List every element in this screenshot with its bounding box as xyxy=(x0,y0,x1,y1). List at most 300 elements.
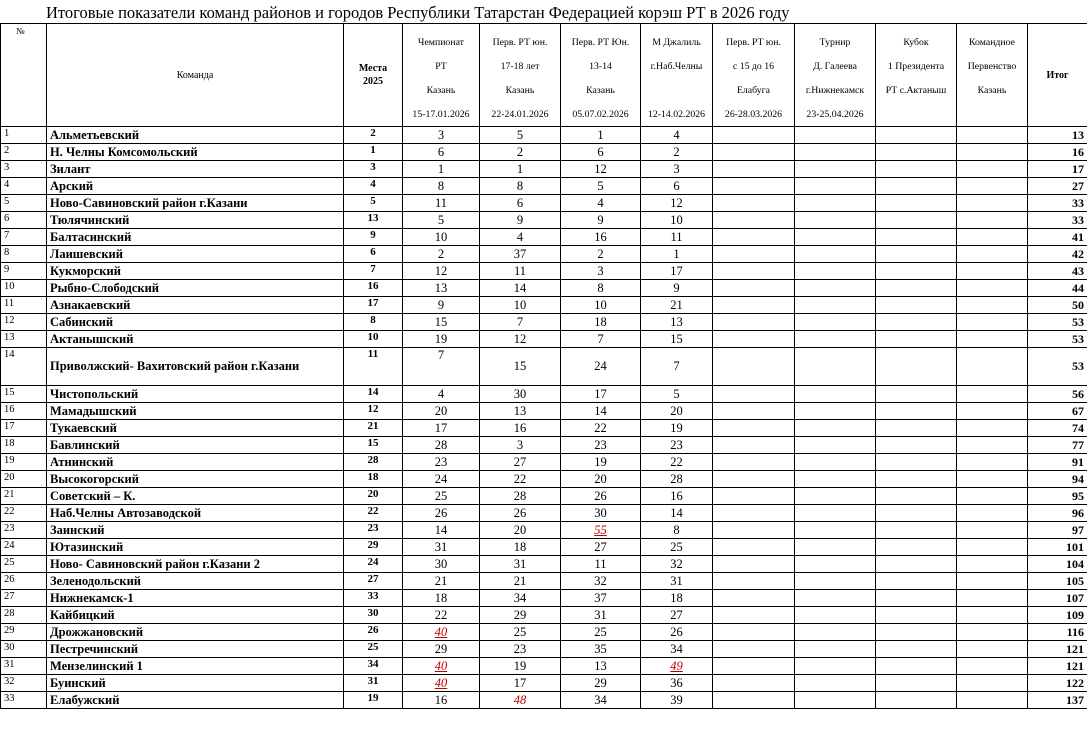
event-score xyxy=(713,195,795,212)
team-name: Балтасинский xyxy=(47,229,344,246)
event-score xyxy=(795,471,876,488)
event-score xyxy=(876,675,957,692)
event-score xyxy=(795,505,876,522)
table-row xyxy=(1,127,1087,144)
place-2025: 16 xyxy=(344,280,403,297)
event-1-line-4: 15-17.01.2026 xyxy=(412,109,470,120)
total-score: 43 xyxy=(1028,263,1087,280)
event-3-line-4: 05.07.02.2026 xyxy=(572,109,629,120)
place-2025: 26 xyxy=(344,624,403,641)
row-number: 8 xyxy=(1,246,47,263)
row-number: 24 xyxy=(1,539,47,556)
table-row xyxy=(1,624,1087,641)
event-score: 6 xyxy=(480,195,561,212)
event-5-line-4: 26-28.03.2026 xyxy=(724,109,783,120)
header-places-line1: Места xyxy=(358,63,388,74)
total-score: 91 xyxy=(1028,454,1087,471)
event-score: 17 xyxy=(561,386,641,403)
event-score: 8 xyxy=(641,522,713,539)
place-2025: 6 xyxy=(344,246,403,263)
event-6-line-3: г.Нижнекамск xyxy=(805,85,865,96)
table-row xyxy=(1,229,1087,246)
event-score: 23 xyxy=(480,641,561,658)
event-score: 26 xyxy=(561,488,641,505)
event-score xyxy=(876,471,957,488)
event-score xyxy=(957,127,1028,144)
team-name: Сабинский xyxy=(47,314,344,331)
event-5-line-1: Перв. РТ юн. xyxy=(726,37,781,48)
table-row xyxy=(1,212,1087,229)
event-score: 3 xyxy=(403,127,480,144)
place-2025: 17 xyxy=(344,297,403,314)
event-score: 8 xyxy=(480,178,561,195)
event-score: 10 xyxy=(641,212,713,229)
event-score xyxy=(957,263,1028,280)
event-score: 25 xyxy=(403,488,480,505)
event-score xyxy=(795,280,876,297)
event-score xyxy=(713,590,795,607)
row-number: 28 xyxy=(1,607,47,624)
event-score: 12 xyxy=(403,263,480,280)
place-2025: 3 xyxy=(344,161,403,178)
place-2025: 27 xyxy=(344,573,403,590)
event-7-line-1: Кубок xyxy=(903,37,929,48)
team-name: Наб.Челны Автозаводской xyxy=(47,505,344,522)
header-number: № xyxy=(1,24,47,127)
row-number: 13 xyxy=(1,331,47,348)
team-name: Елабужский xyxy=(47,692,344,709)
event-score: 17 xyxy=(480,675,561,692)
place-2025: 10 xyxy=(344,331,403,348)
total-score: 33 xyxy=(1028,212,1087,229)
event-score: 12 xyxy=(480,331,561,348)
event-score xyxy=(957,161,1028,178)
event-score xyxy=(795,488,876,505)
event-score: 9 xyxy=(480,212,561,229)
event-score xyxy=(957,178,1028,195)
table-row xyxy=(1,246,1087,263)
table-row xyxy=(1,195,1087,212)
team-name: Тюлячинский xyxy=(47,212,344,229)
event-8-line-1: Командное xyxy=(968,37,1016,48)
event-score: 15 xyxy=(641,331,713,348)
event-score xyxy=(713,437,795,454)
place-2025: 5 xyxy=(344,195,403,212)
event-2-line-3: Казань xyxy=(505,85,535,96)
place-2025: 34 xyxy=(344,658,403,675)
event-score xyxy=(795,556,876,573)
event-score xyxy=(713,280,795,297)
event-score: 9 xyxy=(403,297,480,314)
event-score xyxy=(876,573,957,590)
event-score xyxy=(713,403,795,420)
row-number: 19 xyxy=(1,454,47,471)
row-number: 1 xyxy=(1,127,47,144)
event-score: 15 xyxy=(403,314,480,331)
event-score xyxy=(713,229,795,246)
row-number: 14 xyxy=(1,348,47,386)
row-number: 6 xyxy=(1,212,47,229)
table-row xyxy=(1,522,1087,539)
event-score xyxy=(876,314,957,331)
event-score: 5 xyxy=(403,212,480,229)
event-1-line-1: Чемпионат xyxy=(418,37,464,48)
event-score xyxy=(957,590,1028,607)
total-score: 137 xyxy=(1028,692,1087,709)
event-score xyxy=(795,263,876,280)
event-score: 4 xyxy=(403,386,480,403)
row-number: 2 xyxy=(1,144,47,161)
header-event-6 xyxy=(795,24,876,127)
event-3-line-2: 13-14 xyxy=(589,61,612,72)
event-score xyxy=(795,127,876,144)
header-team: Команда xyxy=(47,24,344,127)
event-score: 1 xyxy=(641,246,713,263)
event-score: 19 xyxy=(403,331,480,348)
event-score: 9 xyxy=(561,212,641,229)
event-6-line-1: Турнир xyxy=(819,37,851,48)
event-6-line-4: 23-25.04.2026 xyxy=(806,109,864,120)
event-score xyxy=(876,658,957,675)
event-score: 3 xyxy=(480,437,561,454)
row-number: 5 xyxy=(1,195,47,212)
table-row xyxy=(1,331,1087,348)
team-name: Зеленодольский xyxy=(47,573,344,590)
team-name: Приволжский- Вахитовский район г.Казани xyxy=(47,348,344,386)
table-row xyxy=(1,675,1087,692)
event-score: 22 xyxy=(641,454,713,471)
event-score: 23 xyxy=(561,437,641,454)
event-score: 31 xyxy=(561,607,641,624)
event-score: 15 xyxy=(480,348,561,386)
header-event-4 xyxy=(641,24,713,127)
event-score: 39 xyxy=(641,692,713,709)
event-score: 40 xyxy=(403,658,480,675)
event-score: 13 xyxy=(641,314,713,331)
event-score: 31 xyxy=(480,556,561,573)
event-score xyxy=(713,675,795,692)
table-row xyxy=(1,539,1087,556)
team-name: Бавлинский xyxy=(47,437,344,454)
event-score xyxy=(876,348,957,386)
event-score: 14 xyxy=(641,505,713,522)
event-score xyxy=(957,420,1028,437)
event-score xyxy=(876,403,957,420)
row-number: 30 xyxy=(1,641,47,658)
total-score: 101 xyxy=(1028,539,1087,556)
event-score: 18 xyxy=(403,590,480,607)
event-score xyxy=(713,641,795,658)
event-score xyxy=(713,539,795,556)
event-score: 18 xyxy=(480,539,561,556)
team-name: Дрожжановский xyxy=(47,624,344,641)
total-score: 17 xyxy=(1028,161,1087,178)
event-score: 10 xyxy=(561,297,641,314)
event-score: 27 xyxy=(480,454,561,471)
team-name: Высокогорский xyxy=(47,471,344,488)
total-score: 42 xyxy=(1028,246,1087,263)
event-score xyxy=(713,212,795,229)
place-2025: 2 xyxy=(344,127,403,144)
total-score: 16 xyxy=(1028,144,1087,161)
event-score: 4 xyxy=(480,229,561,246)
event-score xyxy=(713,297,795,314)
place-2025: 13 xyxy=(344,212,403,229)
table-row xyxy=(1,280,1087,297)
total-score: 53 xyxy=(1028,348,1087,386)
event-score: 22 xyxy=(561,420,641,437)
table-row xyxy=(1,658,1087,675)
event-score: 32 xyxy=(641,556,713,573)
event-score: 7 xyxy=(403,348,480,386)
table-row xyxy=(1,403,1087,420)
event-score: 29 xyxy=(403,641,480,658)
event-score: 3 xyxy=(641,161,713,178)
event-score: 22 xyxy=(403,607,480,624)
event-score xyxy=(713,573,795,590)
event-score: 5 xyxy=(561,178,641,195)
table-row xyxy=(1,471,1087,488)
event-score xyxy=(795,161,876,178)
event-1-line-3: Казань xyxy=(426,85,456,96)
event-score xyxy=(876,539,957,556)
row-number: 12 xyxy=(1,314,47,331)
event-score xyxy=(795,212,876,229)
place-2025: 7 xyxy=(344,263,403,280)
team-name: Ново-Савиновский район г.Казани xyxy=(47,195,344,212)
event-score xyxy=(713,263,795,280)
row-number: 33 xyxy=(1,692,47,709)
place-2025: 23 xyxy=(344,522,403,539)
event-score: 34 xyxy=(561,692,641,709)
event-score xyxy=(713,607,795,624)
event-score: 21 xyxy=(403,573,480,590)
header-total: Итог xyxy=(1028,24,1087,127)
table-row xyxy=(1,454,1087,471)
event-7-line-4 xyxy=(876,102,956,126)
event-score xyxy=(876,212,957,229)
place-2025: 28 xyxy=(344,454,403,471)
event-score: 26 xyxy=(480,505,561,522)
event-score: 28 xyxy=(480,488,561,505)
event-score xyxy=(713,386,795,403)
event-score xyxy=(957,348,1028,386)
event-score: 25 xyxy=(480,624,561,641)
event-score xyxy=(876,246,957,263)
row-number: 18 xyxy=(1,437,47,454)
event-score: 37 xyxy=(480,246,561,263)
event-score: 12 xyxy=(561,161,641,178)
event-score xyxy=(876,420,957,437)
event-score: 3 xyxy=(561,263,641,280)
team-name: Мензелинский 1 xyxy=(47,658,344,675)
event-score: 19 xyxy=(641,420,713,437)
event-score: 11 xyxy=(403,195,480,212)
event-score: 5 xyxy=(480,127,561,144)
total-score: 105 xyxy=(1028,573,1087,590)
event-score: 8 xyxy=(403,178,480,195)
event-score xyxy=(795,195,876,212)
event-score: 28 xyxy=(641,471,713,488)
row-number: 3 xyxy=(1,161,47,178)
event-score: 6 xyxy=(641,178,713,195)
event-score: 2 xyxy=(641,144,713,161)
event-score xyxy=(713,454,795,471)
event-score xyxy=(957,522,1028,539)
event-score: 25 xyxy=(561,624,641,641)
event-3-line-1: Перв. РТ Юн. xyxy=(571,37,630,48)
total-score: 27 xyxy=(1028,178,1087,195)
team-name: Нижнекамск-1 xyxy=(47,590,344,607)
team-name: Ново- Савиновский район г.Казани 2 xyxy=(47,556,344,573)
event-score xyxy=(876,607,957,624)
team-name: Актанышский xyxy=(47,331,344,348)
event-score xyxy=(957,144,1028,161)
team-name: Арский xyxy=(47,178,344,195)
event-score xyxy=(713,522,795,539)
place-2025: 33 xyxy=(344,590,403,607)
event-score: 35 xyxy=(561,641,641,658)
event-5-line-2: с 15 до 16 xyxy=(732,61,775,72)
team-name: Кайбицкий xyxy=(47,607,344,624)
event-score xyxy=(876,488,957,505)
event-score: 28 xyxy=(403,437,480,454)
place-2025: 14 xyxy=(344,386,403,403)
event-score xyxy=(713,331,795,348)
event-score: 17 xyxy=(403,420,480,437)
event-score: 14 xyxy=(403,522,480,539)
event-8-line-2: Первенство xyxy=(967,61,1017,72)
header-event-7 xyxy=(876,24,957,127)
table-row xyxy=(1,263,1087,280)
total-score: 97 xyxy=(1028,522,1087,539)
event-score: 10 xyxy=(480,297,561,314)
total-score: 53 xyxy=(1028,314,1087,331)
event-score: 49 xyxy=(641,658,713,675)
table-row xyxy=(1,144,1087,161)
event-score xyxy=(876,454,957,471)
event-score: 37 xyxy=(561,590,641,607)
event-score xyxy=(795,246,876,263)
event-score: 22 xyxy=(480,471,561,488)
place-2025: 1 xyxy=(344,144,403,161)
event-score xyxy=(876,386,957,403)
table-row xyxy=(1,161,1087,178)
table-row xyxy=(1,386,1087,403)
event-score xyxy=(957,229,1028,246)
event-score xyxy=(957,505,1028,522)
place-2025: 15 xyxy=(344,437,403,454)
place-2025: 4 xyxy=(344,178,403,195)
row-number: 26 xyxy=(1,573,47,590)
place-2025: 31 xyxy=(344,675,403,692)
team-name: Советский – К. xyxy=(47,488,344,505)
event-score xyxy=(795,386,876,403)
event-score: 36 xyxy=(641,675,713,692)
event-score: 8 xyxy=(561,280,641,297)
event-score: 14 xyxy=(561,403,641,420)
event-score xyxy=(795,348,876,386)
event-score: 25 xyxy=(641,539,713,556)
event-score xyxy=(795,641,876,658)
row-number: 27 xyxy=(1,590,47,607)
header-places-line2: 2025 xyxy=(363,76,383,87)
event-score xyxy=(795,144,876,161)
event-score xyxy=(957,624,1028,641)
event-score: 23 xyxy=(403,454,480,471)
event-score xyxy=(795,692,876,709)
event-score: 14 xyxy=(480,280,561,297)
event-score: 11 xyxy=(480,263,561,280)
total-score: 96 xyxy=(1028,505,1087,522)
event-score: 55 xyxy=(561,522,641,539)
event-score: 26 xyxy=(403,505,480,522)
event-score xyxy=(876,641,957,658)
event-score: 34 xyxy=(641,641,713,658)
event-score: 34 xyxy=(480,590,561,607)
event-score: 19 xyxy=(480,658,561,675)
event-score xyxy=(795,331,876,348)
event-score xyxy=(795,573,876,590)
event-score xyxy=(795,675,876,692)
event-score xyxy=(713,420,795,437)
event-score: 4 xyxy=(561,195,641,212)
header-event-3 xyxy=(561,24,641,127)
total-score: 50 xyxy=(1028,297,1087,314)
table-row xyxy=(1,297,1087,314)
event-score: 10 xyxy=(403,229,480,246)
total-score: 94 xyxy=(1028,471,1087,488)
event-1-line-2: РТ xyxy=(435,61,447,72)
row-number: 32 xyxy=(1,675,47,692)
event-score xyxy=(713,161,795,178)
total-score: 77 xyxy=(1028,437,1087,454)
team-name: Буинский xyxy=(47,675,344,692)
place-2025: 24 xyxy=(344,556,403,573)
event-score xyxy=(713,348,795,386)
event-score: 1 xyxy=(403,161,480,178)
event-score xyxy=(957,675,1028,692)
event-score: 5 xyxy=(641,386,713,403)
event-score xyxy=(957,437,1028,454)
team-name: Альметьевский xyxy=(47,127,344,144)
row-number: 16 xyxy=(1,403,47,420)
event-score: 48 xyxy=(480,692,561,709)
event-score xyxy=(957,539,1028,556)
event-score xyxy=(876,505,957,522)
event-4-line-2: г.Наб.Челны xyxy=(650,61,703,72)
team-name: Ютазинский xyxy=(47,539,344,556)
table-row xyxy=(1,641,1087,658)
event-score xyxy=(713,144,795,161)
event-score xyxy=(876,331,957,348)
event-score xyxy=(957,556,1028,573)
event-score xyxy=(876,229,957,246)
table-row xyxy=(1,178,1087,195)
event-score: 13 xyxy=(561,658,641,675)
event-score xyxy=(957,488,1028,505)
table-row xyxy=(1,348,1087,386)
event-score: 20 xyxy=(403,403,480,420)
header-event-8 xyxy=(957,24,1028,127)
team-name: Зилант xyxy=(47,161,344,178)
event-score: 2 xyxy=(480,144,561,161)
event-score xyxy=(957,297,1028,314)
event-score xyxy=(713,178,795,195)
team-name: Чистопольский xyxy=(47,386,344,403)
place-2025: 19 xyxy=(344,692,403,709)
total-score: 104 xyxy=(1028,556,1087,573)
